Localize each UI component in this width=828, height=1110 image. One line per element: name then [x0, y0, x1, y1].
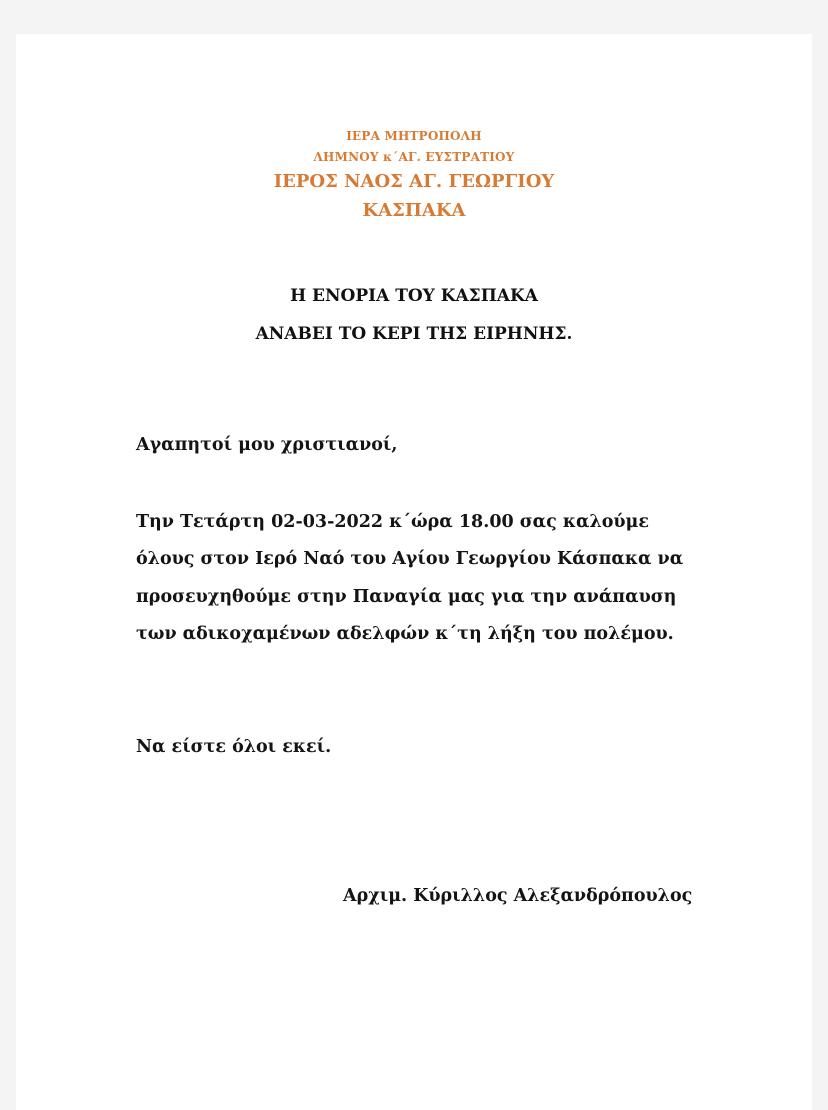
greeting: Αγαπητοί μου χριστιανοί,: [136, 435, 398, 455]
document-title-line1: Η ΕΝΟΡΙΑ ΤΟΥ ΚΑΣΠΑΚΑ: [290, 286, 538, 306]
closing-line: Να είστε όλοι εκεί.: [136, 737, 332, 757]
header-church: ΙΕΡΟΣ ΝΑΟΣ ΑΓ. ΓΕΩΡΓΙΟΥ: [273, 171, 555, 192]
header-village: ΚΑΣΠΑΚΑ: [362, 200, 466, 221]
paragraph-line: των αδικοχαμένων αδελφών κ΄τη λήξη του πολέμου.: [136, 624, 674, 644]
header-metropolis: ΙΕΡΑ ΜΗΤΡΟΠΟΛΗ: [346, 129, 482, 143]
paragraph-line: προσευχηθούμε στην Παναγία μας για την ανάπαυση: [136, 587, 677, 607]
header-diocese: ΛΗΜΝΟΥ κ΄ΑΓ. ΕΥΣΤΡΑΤΙΟΥ: [313, 150, 515, 164]
document-page: [16, 34, 812, 1110]
paragraph-line: Την Τετάρτη 02-03-2022 κ΄ώρα 18.00 σας καλούμε: [136, 512, 649, 532]
document-title-line2: ΑΝΑΒΕΙ ΤΟ ΚΕΡΙ ΤΗΣ ΕΙΡΗΝΗΣ.: [255, 324, 573, 344]
paragraph-line: όλους στον Ιερό Ναό του Αγίου Γεωργίου Κάσπακα να: [136, 549, 684, 569]
signature: Αρχιμ. Κύριλλος Αλεξανδρόπουλος: [343, 886, 693, 906]
